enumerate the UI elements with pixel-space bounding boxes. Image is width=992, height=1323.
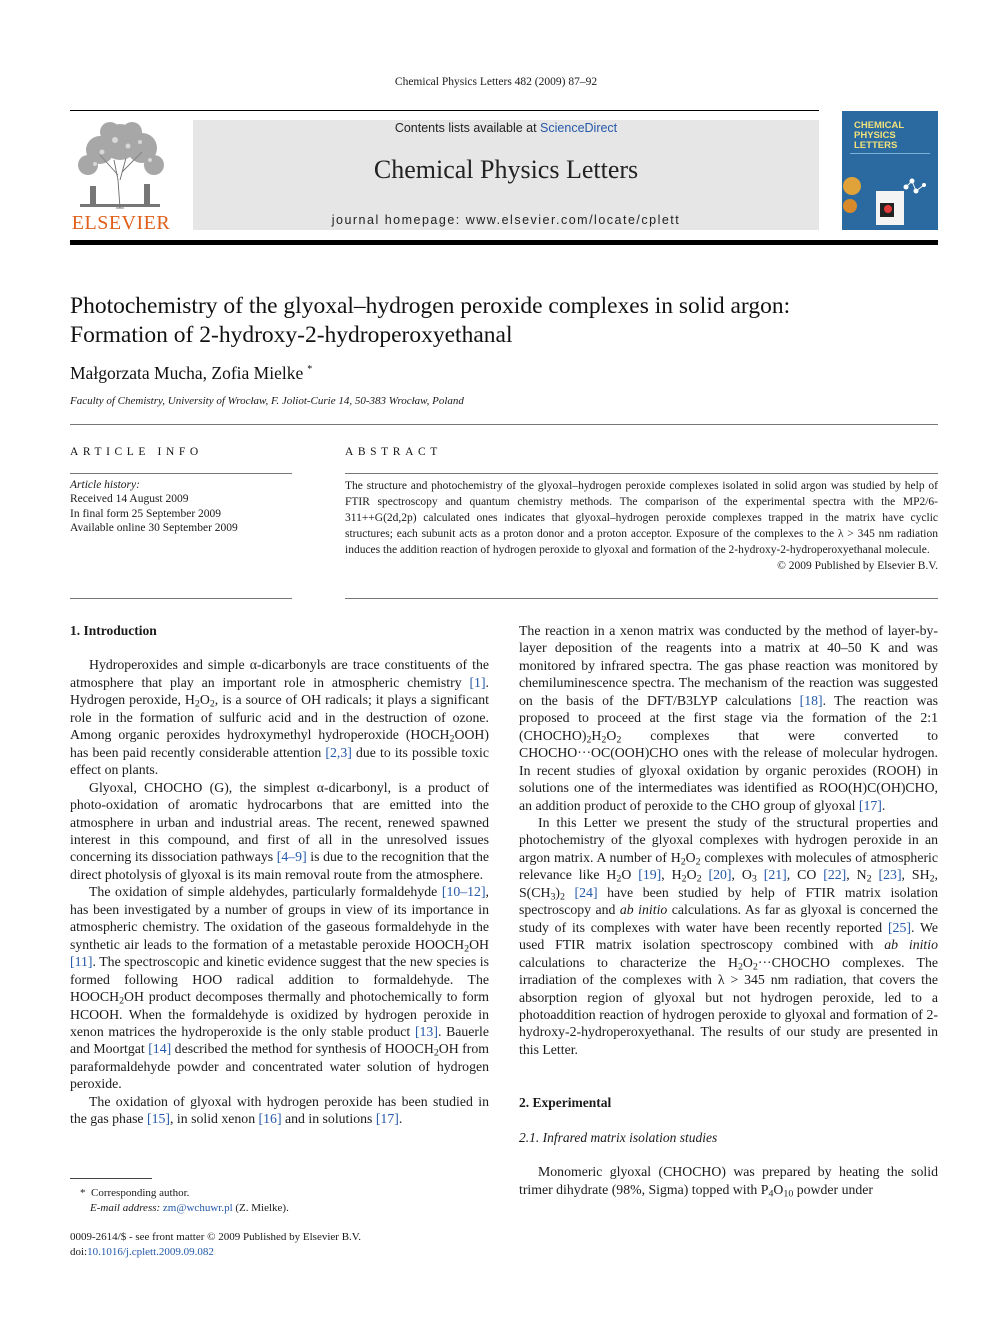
article-history (70, 478, 292, 536)
citation-link[interactable]: [21] (763, 867, 787, 883)
footnote (70, 1186, 489, 1215)
contents-prefix: Contents lists available at (394, 121, 541, 135)
citation-link[interactable]: [16] (258, 1111, 282, 1127)
abstract-label: ABSTRACT (345, 446, 442, 458)
email-link[interactable]: zm@wchuwr.pl (162, 1201, 233, 1214)
body-column-right (519, 622, 938, 1198)
journal-name: Chemical Physics Letters (373, 155, 639, 184)
experimental-paragraph-1: Monomeric glyoxal (CHOCHO) was prepared by heating the solid trimer dihydrate (98%, Sigma) topped with $P_4O_{10}$ powder under (519, 1164, 938, 1200)
citation-link[interactable]: [17] (375, 1111, 399, 1127)
contents-line (193, 121, 819, 135)
abstract-copyright: © 2009 Published by Elsevier B.V. (777, 560, 938, 572)
elsevier-tree-icon (70, 120, 170, 210)
citation-link[interactable]: [19] (638, 867, 662, 883)
citation-link[interactable]: [17] (858, 797, 882, 813)
header-rule (70, 110, 819, 111)
footnote-rule (70, 1178, 152, 1179)
affiliation: Faculty of Chemistry, University of Wrocław, F. Joliot-Curie 14, 50-383 Wrocław, Poland (70, 395, 464, 407)
citation-link[interactable]: [10–12] (441, 884, 486, 900)
intro-paragraph-5: The reaction in a xenon matrix was conducted by the method of layer-by-layer deposition of the reagents into a matrix at 40–50 K and was monitored by infrared spectra. The gas phase reaction was monitored by chemiluminescence spectra. The mechanism of the reaction was suggested on the basis of the DFT/B3LYP calculations [18]. The reaction was proposed to proceed at the first stage via the formation of the 2:1 $(CHOCHO)_2H_2O_2$ complexes that were converted to CHOCHO···OC(OOH)CHO ones with the release of molecular hydrogen. In recent studies of glyoxal oxidation by organic peroxides (ROOH) in solutions one of the intermediates was identified as ROO(H)C(OH)CHO, an addition product of peroxide to the CHO group of glyoxal [17]. (519, 623, 938, 813)
citation-link[interactable]: [11] (70, 954, 93, 970)
journal-citation: Chemical Physics Letters 482 (2009) 87–92 (394, 76, 598, 88)
bottom-metadata (70, 1230, 361, 1259)
footnote-email (70, 1201, 489, 1216)
citation-link[interactable]: [20] (708, 867, 732, 883)
authors-names: Małgorzata Mucha, Zofia Mielke (70, 363, 304, 383)
article-info-label: ARTICLE INFO (70, 446, 203, 458)
citation-link[interactable]: [18] (799, 692, 823, 708)
article-info-rule (70, 473, 292, 474)
citation-link[interactable]: [14] (148, 1041, 172, 1057)
citation-link[interactable]: [25] (887, 919, 911, 935)
journal-homepage[interactable]: journal homepage: www.elsevier.com/locate/cplett (331, 213, 681, 227)
footnote-mark: * (80, 1187, 86, 1199)
author-list (70, 363, 312, 384)
citation-link[interactable]: [4–9] (276, 849, 307, 865)
title-line-2: Formation of 2-hydroxy-2-hydroperoxyethanal (70, 322, 513, 348)
received-date: Received 14 August 2009 (70, 493, 189, 506)
body-column-left (70, 622, 489, 1128)
cover-molecule-icon (842, 161, 938, 230)
elsevier-wordmark: ELSEVIER (71, 212, 171, 234)
article-title (70, 292, 938, 350)
journal-cover-thumbnail[interactable] (842, 111, 938, 230)
section-heading-experimental: 2. Experimental (519, 1095, 612, 1111)
subsection-heading-matrix: 2.1. Infrared matrix isolation studies (519, 1129, 718, 1145)
header-thick-rule (70, 240, 938, 245)
footnote-corresponding (70, 1186, 489, 1201)
cover-title: CHEMICAL PHYSICS LETTERS (854, 120, 904, 151)
intro-paragraph-2: Glyoxal, CHOCHO (G), the simplest α-dicarbonyl, is a product of photo-oxidation of aromatic hydrocarbons that are emitted into the atmosphere in urban and industrial areas. The recent, renewed spawned interest in this compound, and first of all in the unresolved issues concerning its dissociation pathways [4–9] is due to the recognition that the direct photolysis of glyoxal is its main removal route from the atmosphere. (70, 779, 489, 882)
doi-line (70, 1245, 361, 1260)
online-date: Available online 30 September 2009 (70, 522, 238, 535)
sciencedirect-link[interactable]: ScienceDirect (540, 121, 618, 135)
intro-paragraph-4: The oxidation of glyoxal with hydrogen peroxide has been studied in the gas phase [15], in solid xenon [16] and in solutions [17]. (70, 1093, 489, 1127)
section-heading-introduction: 1. Introduction (70, 623, 157, 638)
doi-prefix: doi: (70, 1245, 88, 1258)
citation-link[interactable]: [22] (823, 867, 847, 883)
intro-paragraph-3: The oxidation of simple aldehydes, particularly formaldehyde [10–12], has been investigated by a number of groups in view of its importance in atmospheric chemistry. The oxidation of the gaseous formaldehyde in the synthetic air leads to the formation of a metastable peroxide $HOOCH_2OH$ [11]. The spectroscopic and kinetic evidence suggest that the new species is formed following HOO radical addition to formaldehyde. The $HOOCH_2OH$ product decomposes thermally and photochemically to form HCOOH. When the formaldehyde is oxidized by hydrogen peroxide in xenon matrices the hydroperoxide is the only stable product [13]. Bauerle and Moortgat [14] described the method for synthesis of $HOOCH_2OH$ from paraformaldehyde powder and concentrated water solution of hydrogen peroxide. (70, 884, 489, 1092)
affiliation-rule (70, 424, 938, 425)
title-line-1: Photochemistry of the glyoxal–hydrogen peroxide complexes in solid argon: (70, 293, 791, 319)
abstract-body (345, 478, 938, 574)
abstract-bottom-rule (345, 598, 938, 599)
citation-link[interactable]: [1] (469, 674, 486, 690)
footnote-corresponding-text: Corresponding author. (91, 1187, 190, 1199)
citation-link[interactable]: [2,3] (325, 744, 352, 760)
email-suffix: (Z. Mielke). (232, 1201, 289, 1214)
doi-link[interactable]: 10.1016/j.cplett.2009.09.082 (87, 1245, 214, 1258)
citation-link[interactable]: [15] (147, 1111, 171, 1127)
email-label: E-mail address: (90, 1201, 161, 1214)
intro-paragraph-1: Hydroperoxides and simple α-dicarbonyls are trace constituents of the atmosphere that play an important role in atmospheric chemistry [1]. Hydrogen peroxide, $H_2O_2$, is a source of OH radicals; it plays a significant role in the formation of sulfuric acid and in the destruction of ozone. Among organic peroxides hydroxymethyl hydroperoxide $(HOCH_2OOH)$ has been paid recently considerable attention [2,3] due to its possible toxic effect on plants. (70, 657, 489, 778)
issn-line: 0009-2614/$ - see front matter © 2009 Published by Elsevier B.V. (70, 1231, 362, 1243)
cover-divider (850, 153, 930, 154)
abstract-rule (345, 473, 938, 474)
elsevier-logo[interactable] (70, 120, 172, 232)
citation-link[interactable]: [23] (878, 867, 902, 883)
abstract-text: The structure and photochemistry of the glyoxal–hydrogen peroxide complexes isolated in solid argon was studied by help of FTIR spectroscopy and quantum chemistry methods. The comparison of the experimental spectra with the MP2/6-311++G(2d,2p) calculated ones indicates that glyoxal–hydrogen peroxide complexes trapped in the matrix have cyclic structures; each subunit acts as a proton donor and a proton acceptor. Exposure of the complexes to the λ > 345 nm radiation induces the addition reaction of hydrogen peroxide to glyoxal and formation of the 2-hydroxy-2-hydroperoxyethanal molecule. (345, 480, 938, 556)
citation-link[interactable]: [13] (414, 1023, 438, 1039)
corresponding-author-mark[interactable]: * (307, 364, 313, 376)
history-label: Article history: (70, 479, 140, 491)
article-info-bottom-rule (70, 598, 292, 599)
intro-paragraph-6: In this Letter we present the study of the structural properties and photochemistry of the glyoxal complexes with hydrogen peroxide in an argon matrix. A number of $H_2O_2$ complexes with molecules of atmospheric relevance like $H_2O$ [19], $H_2O_2$ [20], $O_3$ [21], CO [22], $N_2$ [23], $SH_2$, $S(CH_3)_2$ [24] have been studied by help of FTIR matrix isolation spectroscopy and ab initio calculations. As far as glyoxal is concerned the study of its complexes with water have been recently reported [25]. We used FTIR matrix isolation spectroscopy combined with ab initio calculations to characterize the $H_2O_2\cdot\cdot\cdot CHOCHO$ complexes. The irradiation of the complexes with λ > 345 nm radiation, that covers the absorption region of glyoxal but not hydrogen peroxide, led to a photoaddition reaction of hydrogen peroxide to glyoxal and formation of 2-hydroxy-2-hydroperoxyethanal. The results of our study are presented in this Letter. (519, 814, 938, 1057)
revised-date: In final form 25 September 2009 (70, 507, 222, 520)
citation-link[interactable]: [24] (574, 884, 598, 900)
